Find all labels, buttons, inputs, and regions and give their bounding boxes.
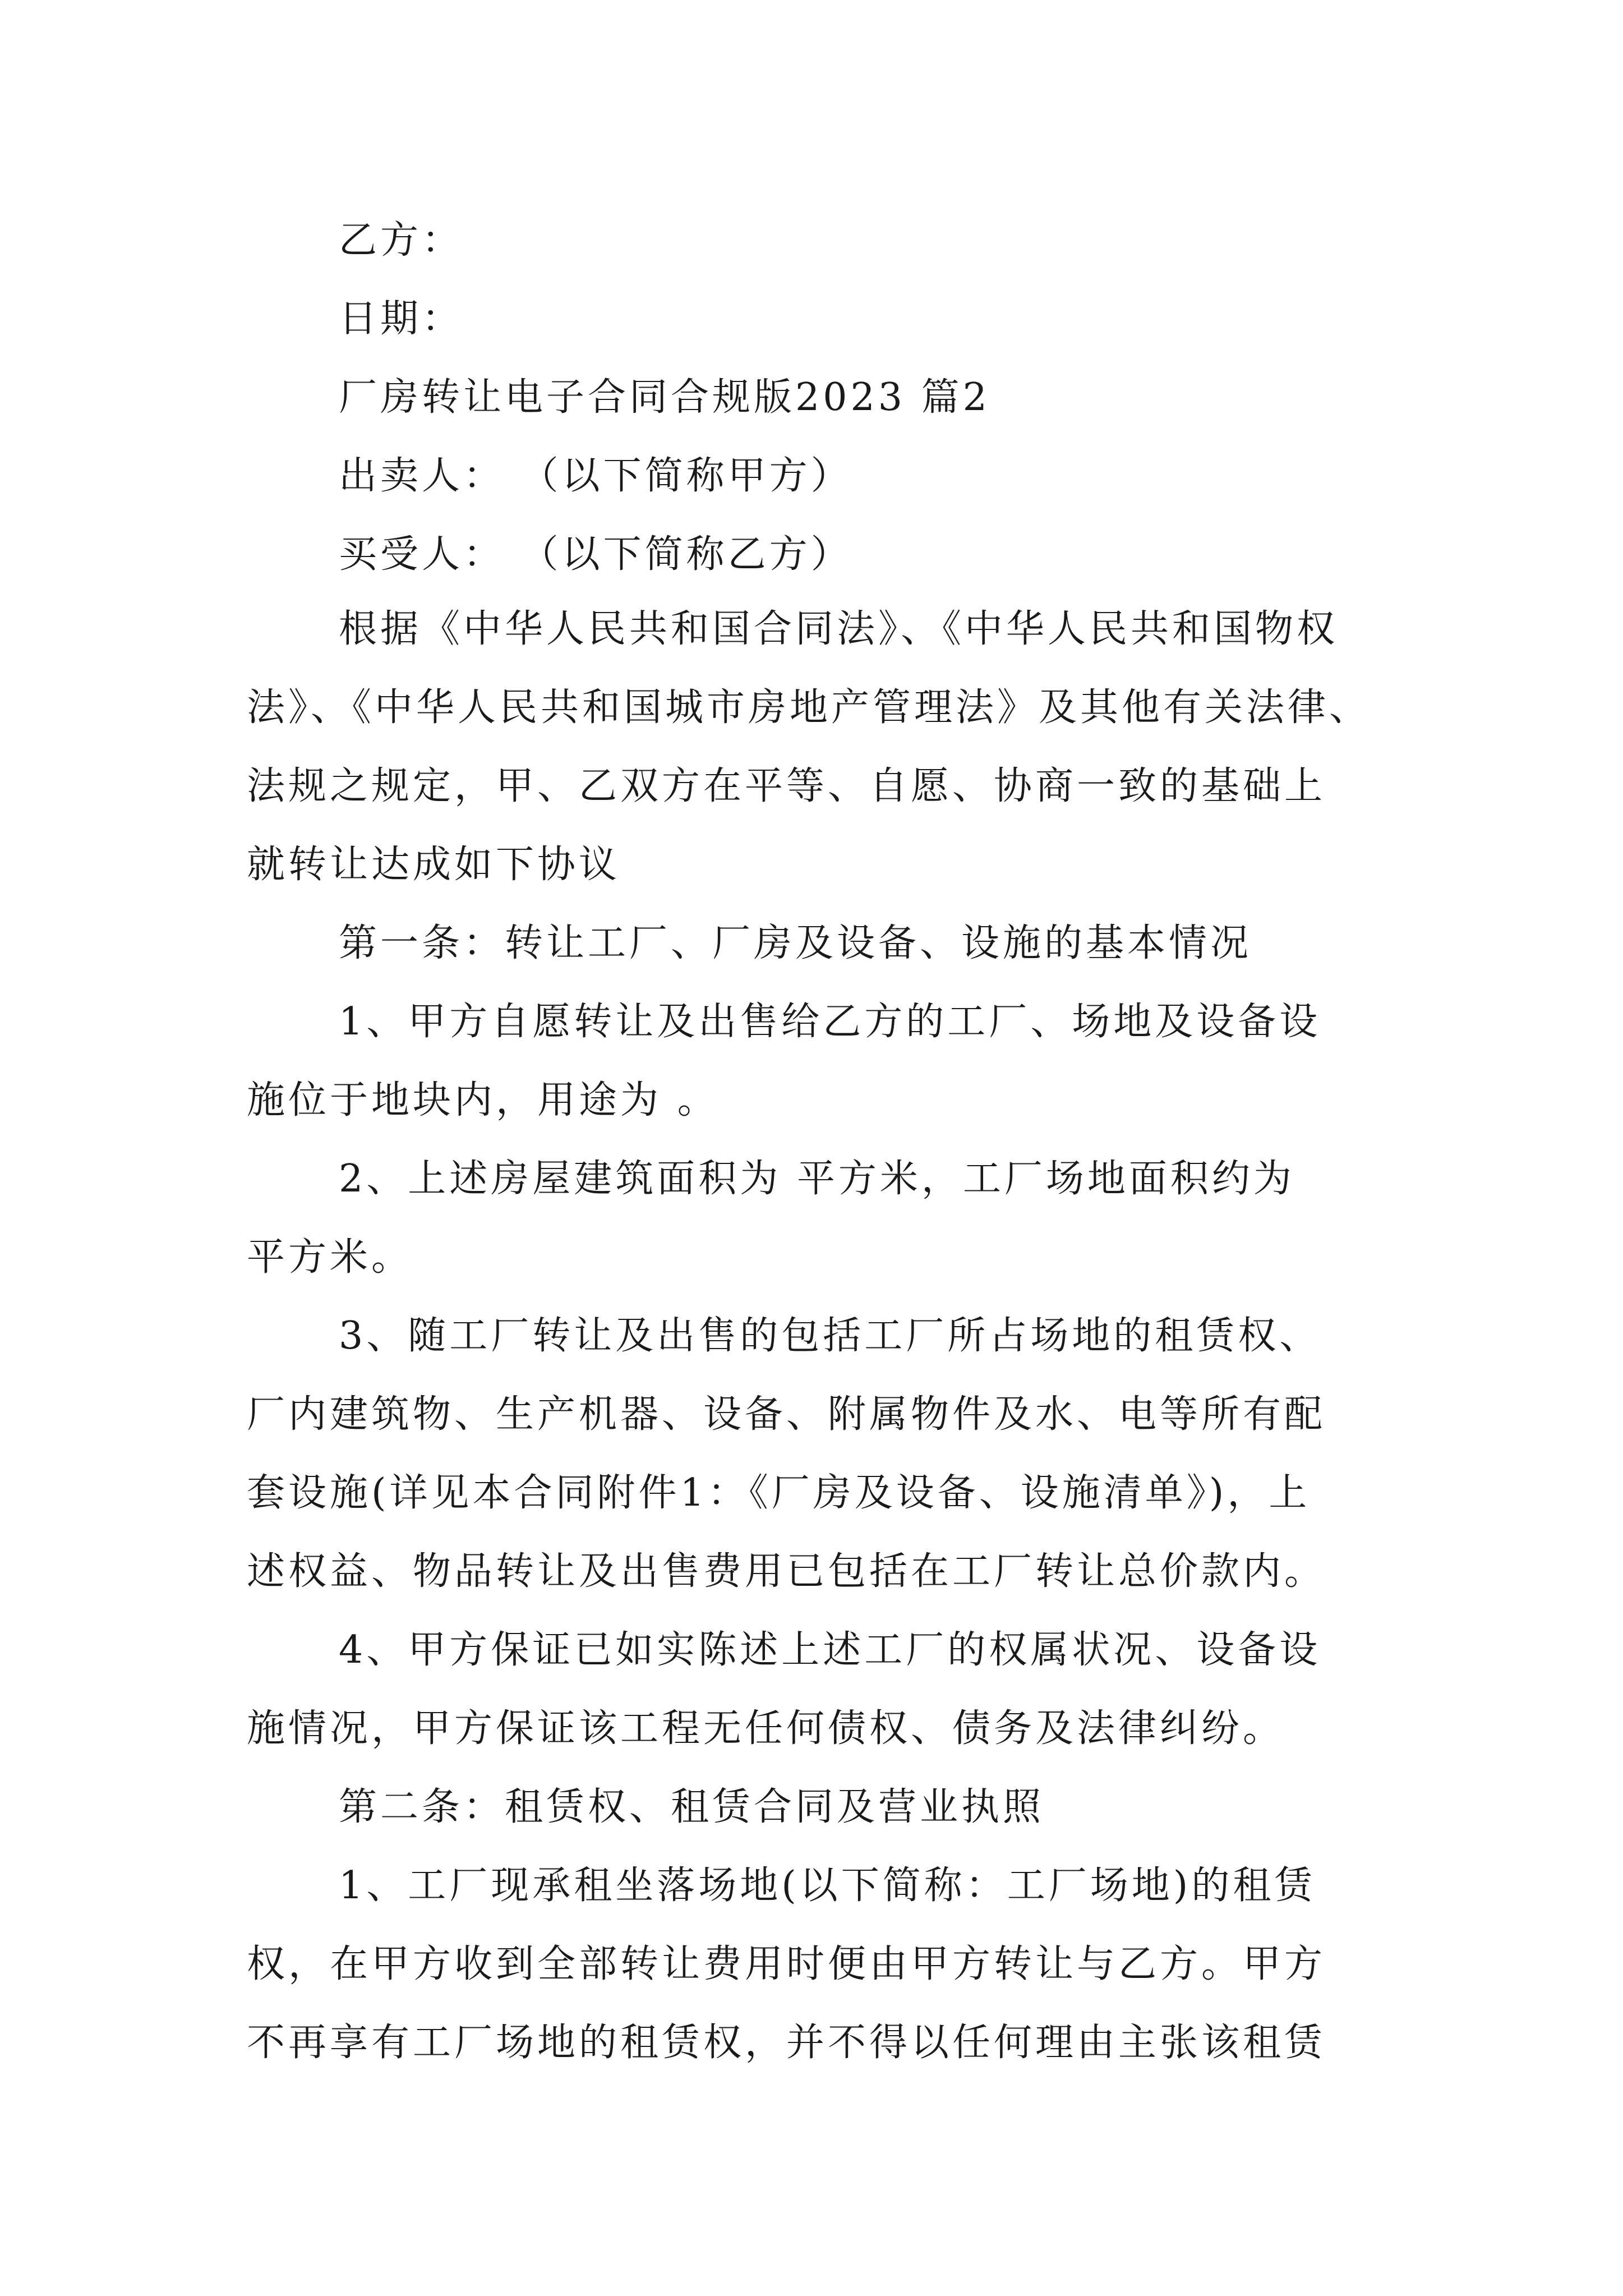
text-line: 1、工厂现承租坐落场地(以下简称：工厂场地)的租赁 xyxy=(339,1864,1316,1908)
article-heading: 第二条：租赁权、租赁合同及营业执照 xyxy=(339,1785,1045,1829)
text-line: 法》、《中华人民共和国城市房地产管理法》及其他有关法律、 xyxy=(247,685,1371,730)
text-line: 日期： xyxy=(339,297,464,341)
text-line: 出卖人： （以下简称甲方） xyxy=(339,454,852,498)
text-line: 乙方： xyxy=(339,218,464,263)
text-line: 2、上述房屋建筑面积为 平方米，工厂场地面积约为 xyxy=(339,1157,1295,1201)
text-line: 4、甲方保证已如实陈述上述工厂的权属状况、设备设 xyxy=(339,1628,1321,1672)
text-line: 述权益、物品转让及出售费用已包括在工厂转让总价款内。 xyxy=(247,1549,1326,1594)
text-line: 施位于地块内，用途为 。 xyxy=(247,1078,719,1122)
text-line: 不再享有工厂场地的租赁权，并不得以任何理由主张该租赁 xyxy=(247,2021,1326,2065)
text-line: 买受人： （以下简称乙方） xyxy=(339,532,852,577)
text-line: 厂内建筑物、生产机器、设备、附属物件及水、电等所有配 xyxy=(247,1392,1326,1437)
text-line: 平方米。 xyxy=(247,1235,413,1280)
article-heading: 第一条：转让工厂、厂房及设备、设施的基本情况 xyxy=(339,921,1252,965)
text-line: 法规之规定，甲、乙双方在平等、自愿、协商一致的基础上 xyxy=(247,764,1326,808)
text-line: 就转让达成如下协议 xyxy=(247,843,621,887)
section-heading: 厂房转让电子合同合规版2023 篇2 xyxy=(339,375,990,420)
text-line: 根据《中华人民共和国合同法》、《中华人民共和国物权 xyxy=(339,607,1339,651)
text-line: 施情况，甲方保证该工程无任何债权、债务及法律纠纷。 xyxy=(247,1706,1285,1751)
text-line: 套设施(详见本合同附件1：《厂房及设备、设施清单》)，上 xyxy=(247,1471,1311,1515)
text-line: 3、随工厂转让及出售的包括工厂所占场地的租赁权、 xyxy=(339,1314,1321,1358)
text-line: 1、甲方自愿转让及出售给乙方的工厂、场地及设备设 xyxy=(339,1000,1321,1044)
text-line: 权，在甲方收到全部转让费用时便由甲方转让与乙方。甲方 xyxy=(247,1942,1326,1986)
